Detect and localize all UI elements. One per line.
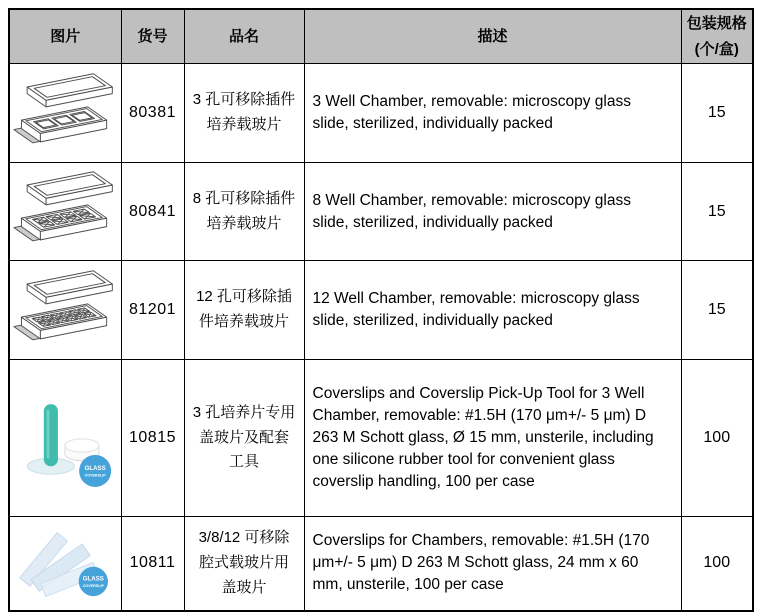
pack-spec-value: 100 bbox=[681, 360, 753, 517]
product-name: 3 孔培养片专用盖玻片及配套工具 bbox=[184, 360, 304, 517]
header-sku: 货号 bbox=[121, 9, 184, 64]
sku-value: 80381 bbox=[121, 64, 184, 163]
pack-spec-value: 15 bbox=[681, 163, 753, 261]
product-table bbox=[8, 8, 754, 612]
product-description: 8 Well Chamber, removable: microscopy glass slide, sterilized, individually packed bbox=[304, 163, 681, 261]
tool-highlight bbox=[47, 410, 50, 459]
header-image: 图片 bbox=[9, 9, 121, 64]
chamber-line-drawing bbox=[12, 266, 118, 355]
rectangular-coverslips-image bbox=[14, 521, 116, 606]
sku-value: 10815 bbox=[121, 360, 184, 517]
table-row bbox=[9, 64, 753, 163]
product-image-rect-coverslips bbox=[9, 517, 121, 611]
product-image-pickup-tool bbox=[9, 360, 121, 517]
pack-spec-value: 15 bbox=[681, 64, 753, 163]
product-image-8-well-chamber bbox=[9, 163, 121, 261]
header-description: 描述 bbox=[304, 9, 681, 64]
sku-value: 80841 bbox=[121, 163, 184, 261]
product-name: 8 孔可移除插件培养载玻片 bbox=[184, 163, 304, 261]
chamber-line-drawing bbox=[12, 167, 118, 256]
table-row bbox=[9, 163, 753, 261]
pack-spec-value: 15 bbox=[681, 261, 753, 360]
header-name: 品名 bbox=[184, 9, 304, 64]
pack-spec-value: 100 bbox=[681, 517, 753, 611]
badge-text-coverslip: COVERSLIP bbox=[84, 473, 106, 478]
tool-handle bbox=[44, 404, 58, 466]
product-name: 3/8/12 可移除腔式载玻片用盖玻片 bbox=[184, 517, 304, 611]
product-image-12-well-chamber bbox=[9, 261, 121, 360]
product-name: 12 孔可移除插件培养载玻片 bbox=[184, 261, 304, 360]
table-row bbox=[9, 261, 753, 360]
header-spec bbox=[681, 9, 753, 64]
product-description: 3 Well Chamber, removable: microscopy glass slide, sterilized, individually packed bbox=[304, 64, 681, 163]
header-spec-line2: (个/盒) bbox=[694, 40, 739, 58]
badge-text-glass: GLASS bbox=[83, 575, 105, 583]
coverslip-pickup-tool-image bbox=[14, 373, 116, 503]
badge-text-glass: GLASS bbox=[84, 465, 106, 473]
product-image-3-well-chamber bbox=[9, 64, 121, 163]
table-row bbox=[9, 517, 753, 611]
round-coverslip-top bbox=[65, 439, 99, 452]
table-row bbox=[9, 360, 753, 517]
header-spec-line1: 包装规格 bbox=[686, 15, 747, 32]
product-description: Coverslips for Chambers, removable: #1.5H (170 μm+/- 5 μm) D 263 M Schott glass, 24 mm x 60 mm, unsterile, 100 per case bbox=[304, 517, 681, 611]
sku-value: 10811 bbox=[121, 517, 184, 611]
product-description: 12 Well Chamber, removable: microscopy glass slide, sterilized, individually packed bbox=[304, 261, 681, 360]
table-header-row bbox=[9, 9, 753, 64]
badge-text-coverslip: COVERSLIP bbox=[82, 583, 105, 588]
sku-value: 81201 bbox=[121, 261, 184, 360]
chamber-line-drawing bbox=[12, 69, 118, 158]
product-description: Coverslips and Coverslip Pick-Up Tool for 3 Well Chamber, removable: #1.5H (170 μm+/- 5 μm) D 263 M Schott glass, Ø 15 mm, unsterile, including one silicone rubber tool for convenient glass coverslip handling, 100 per case bbox=[304, 360, 681, 517]
product-name: 3 孔可移除插件培养载玻片 bbox=[184, 64, 304, 163]
